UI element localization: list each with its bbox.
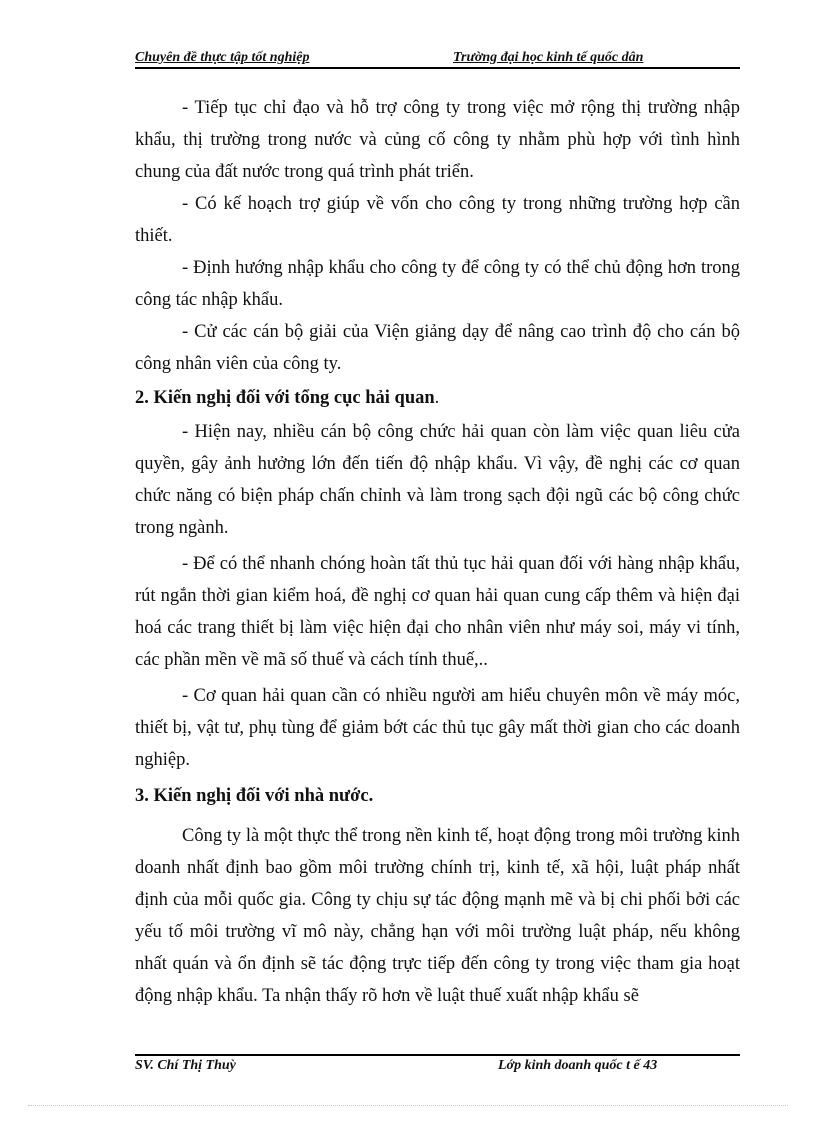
section-heading-3: 3. Kiến nghị đối với nhà nước.: [135, 786, 374, 806]
paragraph-6: - Để có thể nhanh chóng hoàn tất thủ tục hải quan đối với hàng nhập khẩu, rút ngắn thời gian kiểm hoá, đề nghị cơ quan hải quan cung cấp thêm và hiện đại hoá các trang thiết bị làm việc hiện đại cho nhân viên như máy soi, máy vi tính, các phần mền về mã số thuế và cách tính thuế,..: [135, 554, 740, 670]
section-heading-2-text: 2. Kiến nghị đối với tổng cục hải quan: [135, 388, 435, 408]
footer-class-name: Lớp kinh doanh quốc t ế 43: [498, 1058, 658, 1073]
page-footer: [135, 1058, 740, 1078]
paragraph-2: - Có kế hoạch trợ giúp về vốn cho công ty trong những trường hợp cần thiết.: [135, 194, 740, 246]
paragraph-7: - Cơ quan hải quan cần có nhiều người am hiểu chuyên môn về máy móc, thiết bị, vật tư, phụ tùng để giảm bớt các thủ tục gây mất thời gian cho các doanh nghiệp.: [135, 686, 740, 770]
page-edge-divider: [28, 1105, 788, 1106]
section-heading-2-period: .: [434, 388, 440, 408]
document-body: [135, 92, 740, 1012]
paragraph-5: - Hiện nay, nhiều cán bộ công chức hải quan còn làm việc quan liêu cửa quyền, gây ảnh hưởng lớn đến tiến độ nhập khẩu. Vì vậy, đề nghị các cơ quan chức năng có biện pháp chấn chỉnh và làm trong sạch đội ngũ các bộ công chức trong ngành.: [135, 422, 740, 538]
paragraph-1: - Tiếp tục chỉ đạo và hỗ trợ công ty trong việc mở rộng thị trường nhập khẩu, thị trường trong nước và củng cố công ty nhằm phù hợp với tình hình chung của đất nước trong quá trình phát triển.: [135, 98, 740, 182]
header-rule: [135, 67, 740, 69]
section-heading-2: [135, 382, 740, 414]
header-left-title: Chuyên đề thực tập tốt nghiệp: [135, 50, 310, 65]
footer-rule: [135, 1054, 740, 1056]
header-right-title: Trường đại học kinh tế quốc dân: [453, 50, 644, 65]
page-header: [135, 48, 740, 68]
paragraph-4: - Cử các cán bộ giải của Viện giảng dạy để nâng cao trình độ cho cán bộ công nhân viên của công ty.: [135, 322, 740, 374]
paragraph-3: - Định hướng nhập khẩu cho công ty để công ty có thể chủ động hơn trong công tác nhập khẩu.: [135, 258, 740, 310]
footer-student-name: SV. Chí Thị Thuỳ: [135, 1058, 236, 1073]
paragraph-8: Công ty là một thực thể trong nền kinh tế, hoạt động trong môi trường kinh doanh nhất định bao gồm môi trường chính trị, kinh tế, xã hội, luật pháp nhất định của mỗi quốc gia. Công ty chịu sự tác động mạnh mẽ và bị chi phối bởi các yếu tố môi trường vĩ mô này, chẳng hạn với môi trường luật pháp, nếu không nhất quán và ổn định sẽ tác động trực tiếp đến công ty trong việc tham gia hoạt động nhập khẩu. Ta nhận thấy rõ hơn về luật thuế xuất nhập khẩu sẽ: [135, 826, 740, 1006]
